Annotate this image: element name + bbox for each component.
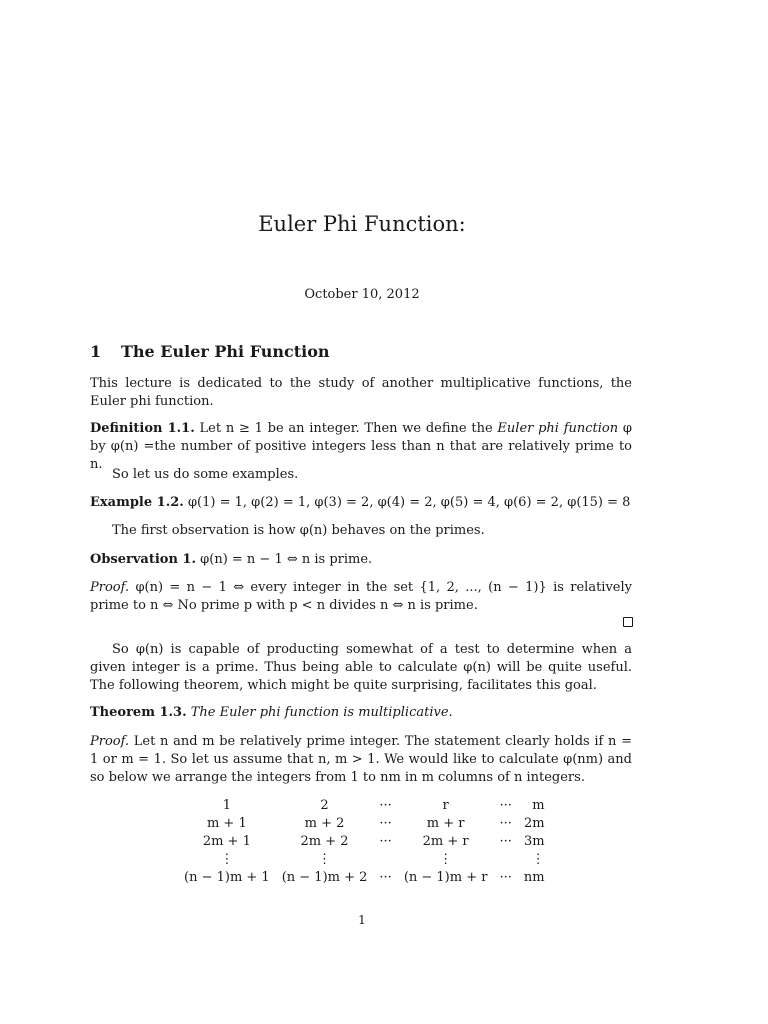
- array-cell: ···: [379, 870, 392, 885]
- array-cell: ···: [379, 834, 392, 849]
- qed-square-icon: [623, 617, 633, 627]
- array-row: [178, 833, 551, 851]
- array-cell: 2m + r: [422, 834, 469, 849]
- array-cell: nm: [523, 870, 545, 885]
- array-row: [178, 851, 551, 869]
- array-cell: (n − 1)m + 2: [281, 870, 368, 885]
- array-cell: r: [442, 798, 449, 813]
- document-title: Euler Phi Function:: [258, 212, 466, 236]
- theorem-paragraph: [90, 704, 632, 722]
- array-cell: m + r: [426, 816, 465, 831]
- first-observation-paragraph: The first observation is how φ(n) behaves on the primes.: [112, 523, 485, 538]
- section-heading: [90, 341, 330, 363]
- array-row: [178, 815, 551, 833]
- definition-text-a: Let n ≥ 1 be an integer. Then we define the: [199, 421, 493, 436]
- array-cell: 2m + 2: [300, 834, 349, 849]
- array-cell: [493, 851, 517, 869]
- section-number: 1: [90, 342, 102, 361]
- array-row: [178, 797, 551, 815]
- array-cell: 2m: [523, 816, 545, 831]
- array-cell: ⋮: [318, 852, 332, 867]
- array-cell: ⋮: [439, 852, 453, 867]
- example-label: Example 1.2.: [90, 495, 184, 510]
- proof-paragraph-2: [90, 733, 632, 787]
- proof-label-1: Proof.: [90, 580, 130, 595]
- array-cell: ···: [379, 798, 392, 813]
- array-cell: ···: [499, 798, 512, 813]
- section-title: The Euler Phi Function: [121, 342, 330, 361]
- array-cell: m + 2: [304, 816, 345, 831]
- definition-text-b: φ by φ(n) =the number of positive integers less than n that are relatively prime to n.: [90, 421, 633, 472]
- array-cell: 2m + 1: [202, 834, 251, 849]
- observation-paragraph: [90, 551, 632, 569]
- document-date: October 10, 2012: [304, 287, 420, 302]
- theorem-text: The Euler phi function is multiplicative.: [190, 705, 453, 720]
- definition-term: Euler phi function: [497, 421, 619, 436]
- proof-text-2: Let n and m be relatively prime integer. The statement clearly holds if n = 1 or m = 1. So let us assume that n, m > 1. We would like to calculate φ(nm) and so below we arrange the integers from 1 to nm in m columns of n integers.: [90, 734, 632, 785]
- theorem-label: Theorem 1.3.: [90, 705, 187, 720]
- array-cell: ⋮: [531, 852, 545, 867]
- page-number: 1: [358, 913, 366, 927]
- observation-label: Observation 1.: [90, 552, 196, 567]
- array-cell: [373, 851, 397, 869]
- array-cell: 1: [222, 798, 231, 813]
- proof-text-1: φ(n) = n − 1 ⇔ every integer in the set {1, 2, ..., (n − 1)} is relatively prime to n ⇔ No prime p with p < n divides n ⇔ n is prime.: [90, 580, 632, 613]
- array-cell: 3m: [523, 834, 545, 849]
- example-paragraph: [90, 494, 632, 512]
- array-cell: ···: [379, 816, 392, 831]
- array-cell: ···: [499, 834, 512, 849]
- integer-array: [178, 797, 551, 887]
- array-row: [178, 869, 551, 887]
- observation-text: φ(n) = n − 1 ⇔ n is prime.: [200, 552, 373, 567]
- proof-paragraph-1: [90, 579, 632, 615]
- array-cell: m: [532, 798, 545, 813]
- after-proof-paragraph: So φ(n) is capable of producting somewhat of a test to determine when a given integer is a prime. Thus being able to calculate φ(n) will be quite useful. The following theorem, which might be quite surprising, facilitates this goal.: [90, 642, 632, 693]
- intro-paragraph: This lecture is dedicated to the study of another multiplicative functions, the Euler phi function.: [90, 376, 632, 409]
- example-text: φ(1) = 1, φ(2) = 1, φ(3) = 2, φ(4) = 2, φ(5) = 4, φ(6) = 2, φ(15) = 8: [187, 495, 631, 510]
- array-cell: ···: [499, 870, 512, 885]
- proof-label-2: Proof.: [90, 734, 130, 749]
- array-cell: (n − 1)m + r: [403, 870, 488, 885]
- examples-intro: So let us do some examples.: [112, 467, 299, 482]
- array-cell: 2: [320, 798, 329, 813]
- array-cell: ···: [499, 816, 512, 831]
- definition-label: Definition 1.1.: [90, 421, 195, 436]
- array-cell: (n − 1)m + 1: [184, 870, 270, 885]
- array-cell: ⋮: [220, 852, 234, 867]
- array-cell: m + 1: [206, 816, 247, 831]
